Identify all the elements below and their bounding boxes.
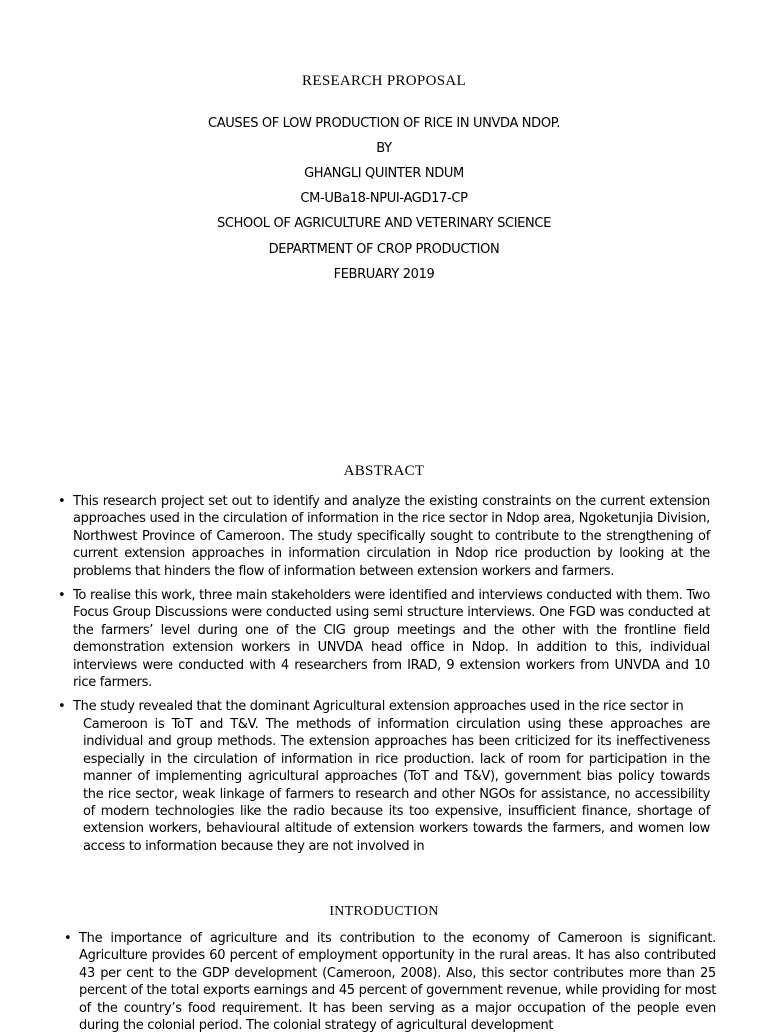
abstract-body: [58, 493, 710, 864]
bullet-icon: •: [64, 931, 72, 946]
bullet-icon: •: [58, 494, 66, 509]
by-label: BY: [376, 141, 392, 156]
bullet-icon: •: [58, 699, 66, 715]
introduction-paragraph: [64, 930, 716, 1034]
proposal-topic: CAUSES OF LOW PRODUCTION OF RICE IN UNVDA NDOP.: [208, 116, 560, 131]
proposal-title: RESEARCH PROPOSAL: [302, 73, 466, 89]
abstract-paragraph-text: To realise this work, three main stakeholders were identified and interviews conducted with them. Two Focus Group Discussions were conducted using semi structure interviews. One FGD was conducted at the farmers’ level during one of the CIG group meetings and the other with the frontline field demonstration extension workers in UNVDA head office in Ndop. In addition to this, individual interviews were conducted with 4 researchers from IRAD, 9 extension workers from UNVDA and 10 rice farmers.: [73, 588, 710, 691]
abstract-paragraph: [58, 698, 710, 855]
introduction-paragraph-text: The importance of agriculture and its contribution to the economy of Cameroon is significant. Agriculture provides 60 percent of employment opportunity in the rural areas. It has also contributed 43 per cent to the GDP development (Cameroon, 2008). Also, this sector contributes more than 25 percent of the total exports earnings and 45 percent of government revenue, while providing for most of the country’s food requirement. It has been serving as a major occupation of the people even during the colonial period. The colonial strategy of agricultural development: [79, 931, 716, 1034]
school-name: SCHOOL OF AGRICULTURE AND VETERINARY SCIENCE: [216, 216, 552, 231]
author-name: GHANGLI QUINTER NDUM: [304, 166, 464, 181]
proposal-date: FEBRUARY 2019: [333, 267, 435, 282]
abstract-paragraph-first-line: The study revealed that the dominant Agricultural extension approaches used in the rice sector in: [73, 699, 684, 715]
abstract-paragraph: [58, 493, 710, 580]
abstract-paragraph: [58, 587, 710, 691]
abstract-paragraph-text: This research project set out to identify and analyze the existing constraints on the current extension approaches used in the circulation of information in the rice sector in Ndop area, Ngoketunjia Division, Northwest Province of Cameroon. The study specifically sought to contribute to the strengthening of current extension approaches in information circulation in Ndop rice production by looking at the problems that hinders the flow of information between extension workers and farmers.: [73, 494, 710, 579]
student-id: CM-UBa18-NPUI-AGD17-CP: [300, 191, 468, 206]
abstract-paragraph-text: Cameroon is ToT and T&V. The methods of information circulation using these approaches are individual and group methods. The extension approaches has been criticized for its ineffectiveness especially in the circulation of information in rice production. lack of room for participation in the manner of implementing agricultural approaches (ToT and T&V), government bias policy towards the rice sector, weak linkage of farmers to research and other NGOs for assistance, no accessibility of modern technologies like the radio because its too expensive, insufficient finance, shortage of extension workers, behavioural altitude of extension workers towards the farmers, and women low access to information because they are not involved in: [83, 716, 710, 854]
department-name: DEPARTMENT OF CROP PRODUCTION: [268, 242, 500, 257]
bullet-icon: •: [58, 588, 66, 604]
introduction-heading: INTRODUCTION: [329, 904, 439, 919]
introduction-body: [64, 930, 716, 1034]
abstract-heading: ABSTRACT: [343, 463, 425, 479]
